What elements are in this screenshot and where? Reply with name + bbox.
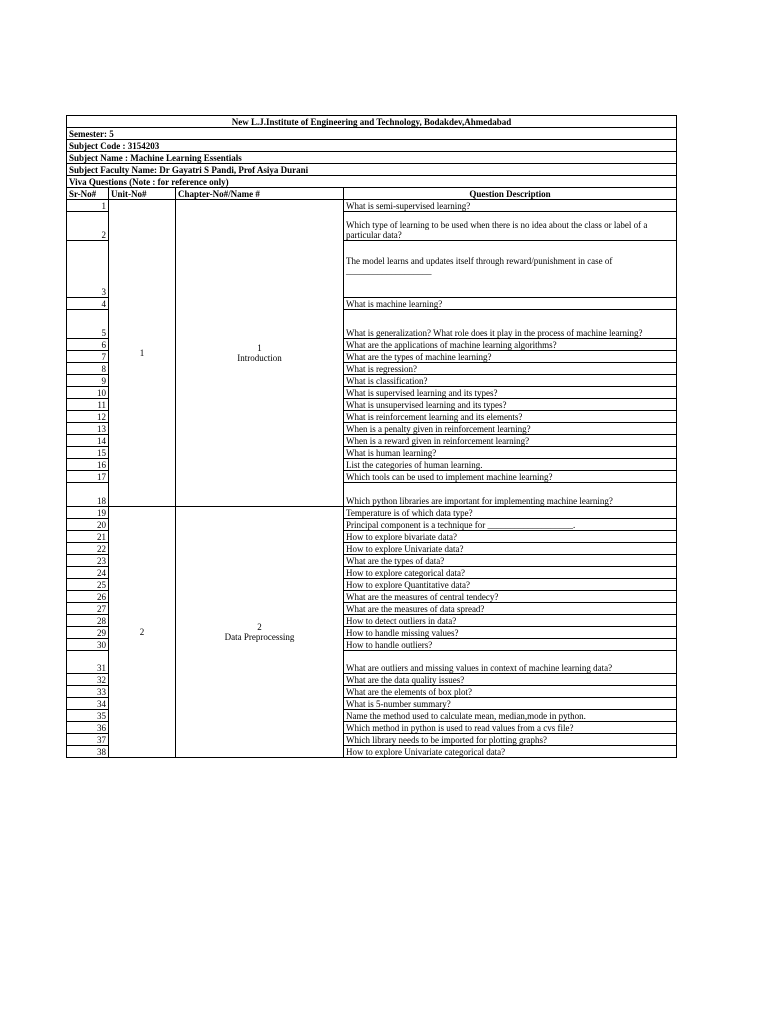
chapter-number: 1 [257,343,262,353]
sr-no-cell: 29 [67,627,109,639]
semester-label: Semester: 5 [67,128,677,140]
question-cell: When is a reward given in reinforcement learning? [344,435,677,447]
sr-no-cell: 31 [67,651,109,674]
question-cell: What are outliers and missing values in context of machine learning data? [344,651,677,674]
question-cell: Name the method used to calculate mean, median,mode in python. [344,710,677,722]
unit-no-cell: 2 [109,507,176,758]
question-cell: How to explore bivariate data? [344,531,677,543]
question-cell: What is generalization? What role does it play in the process of machine learning? [344,310,677,339]
col-header-chapter: Chapter-No#/Name # [176,188,344,200]
question-cell: What are the applications of machine learning algorithms? [344,339,677,351]
chapter-cell [176,507,344,758]
sr-no-cell: 11 [67,399,109,411]
sr-no-cell: 13 [67,423,109,435]
unit-no-cell: 1 [109,200,176,507]
sr-no-cell: 12 [67,411,109,423]
question-cell: The model learns and updates itself through reward/punishment in case of ___________________ [344,241,677,298]
sr-no-cell: 38 [67,746,109,758]
viva-questions-table [66,115,677,758]
question-cell: List the categories of human learning. [344,459,677,471]
sr-no-cell: 4 [67,298,109,310]
sr-no-cell: 27 [67,603,109,615]
sr-no-cell: 25 [67,579,109,591]
question-cell: How to explore Univariate categorical data? [344,746,677,758]
sr-no-cell: 19 [67,507,109,519]
question-cell: Principal component is a technique for ___________________. [344,519,677,531]
sr-no-cell: 24 [67,567,109,579]
table-row [67,507,677,519]
question-cell: Which python libraries are important for implementing machine learning? [344,483,677,507]
sr-no-cell: 26 [67,591,109,603]
col-header-question: Question Description [344,188,677,200]
chapter-name: Data Preprocessing [224,632,295,642]
chapter-cell [176,200,344,507]
question-cell: What are the data quality issues? [344,674,677,686]
col-header-sr: Sr-No# [67,188,109,200]
question-cell: What are the types of data? [344,555,677,567]
question-cell: When is a penalty given in reinforcement learning? [344,423,677,435]
question-cell: What is semi-supervised learning? [344,200,677,212]
question-cell: What is human learning? [344,447,677,459]
sr-no-cell: 32 [67,674,109,686]
sr-no-cell: 3 [67,241,109,298]
note-label: Viva Questions (Note : for reference only) [67,176,677,188]
sr-no-cell: 18 [67,483,109,507]
question-cell: What is unsupervised learning and its types? [344,399,677,411]
question-cell: How to explore Univariate data? [344,543,677,555]
question-cell: How to handle outliers? [344,639,677,651]
sr-no-cell: 23 [67,555,109,567]
question-cell: Which type of learning to be used when there is no idea about the class or label of a particular data? [344,212,677,241]
chapter-number: 2 [257,622,262,632]
question-cell: What are the measures of central tendecy? [344,591,677,603]
sr-no-cell: 30 [67,639,109,651]
subject-code-label: Subject Code : 3154203 [67,140,677,152]
sr-no-cell: 16 [67,459,109,471]
question-cell: How to handle missing values? [344,627,677,639]
question-cell: Which tools can be used to implement machine learning? [344,471,677,483]
sr-no-cell: 35 [67,710,109,722]
sr-no-cell: 6 [67,339,109,351]
faculty-label: Subject Faculty Name: Dr Gayatri S Pandi, Prof Asiya Durani [67,164,677,176]
question-cell: What is 5-number summary? [344,698,677,710]
sr-no-cell: 5 [67,310,109,339]
question-cell: What is classification? [344,375,677,387]
subject-name-label: Subject Name : Machine Learning Essentials [67,152,677,164]
sr-no-cell: 8 [67,363,109,375]
question-cell: What is supervised learning and its types? [344,387,677,399]
sr-no-cell: 33 [67,686,109,698]
question-cell: Which library needs to be imported for plotting graphs? [344,734,677,746]
question-cell: What is regression? [344,363,677,375]
chapter-name: Introduction [237,353,282,363]
question-cell: How to explore Quantitative data? [344,579,677,591]
sr-no-cell: 15 [67,447,109,459]
sr-no-cell: 36 [67,722,109,734]
question-cell: How to explore categorical data? [344,567,677,579]
sr-no-cell: 21 [67,531,109,543]
col-header-unit: Unit-No# [109,188,176,200]
question-cell: What are the measures of data spread? [344,603,677,615]
sr-no-cell: 10 [67,387,109,399]
sr-no-cell: 37 [67,734,109,746]
sr-no-cell: 7 [67,351,109,363]
sr-no-cell: 1 [67,200,109,212]
sr-no-cell: 34 [67,698,109,710]
question-cell: What is machine learning? [344,298,677,310]
question-cell: How to detect outliers in data? [344,615,677,627]
question-cell: What are the types of machine learning? [344,351,677,363]
sr-no-cell: 14 [67,435,109,447]
sr-no-cell: 9 [67,375,109,387]
question-cell: What is reinforcement learning and its elements? [344,411,677,423]
question-cell: Which method in python is used to read values from a cvs file? [344,722,677,734]
sr-no-cell: 2 [67,212,109,241]
sr-no-cell: 28 [67,615,109,627]
question-cell: Temperature is of which data type? [344,507,677,519]
institute-title: New L.J.Institute of Engineering and Technology, Bodakdev,Ahmedabad [67,116,677,128]
sr-no-cell: 17 [67,471,109,483]
table-row [67,200,677,212]
sr-no-cell: 22 [67,543,109,555]
sr-no-cell: 20 [67,519,109,531]
question-cell: What are the elements of box plot? [344,686,677,698]
